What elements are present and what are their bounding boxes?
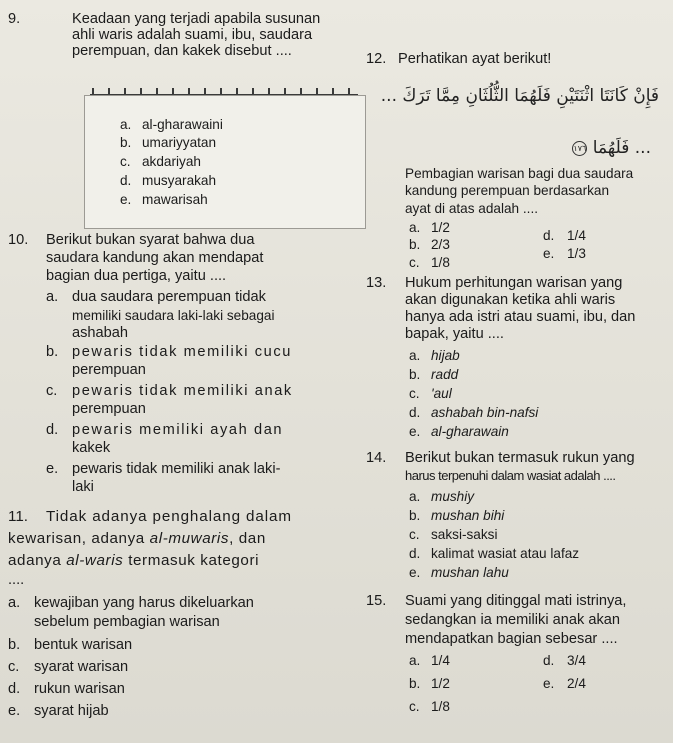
question-text: Pembagian warisan bagi dua saudara [405,166,634,181]
option-letter: c. [8,659,20,675]
option-letter: c. [409,699,420,714]
question-stem: saudara kandung akan mendapat [46,250,264,266]
quran-verse-line-2: ... فَلَهُمَا ١٧٦ [573,138,651,158]
quran-verse-line-1: فَإِنْ كَانَتَا اثْنَتَيْنِ فَلَهُمَا الثُّلُثَانِ مِمَّا تَرَكَ ... [380,86,659,106]
option-text: perempuan [72,401,146,417]
option-letter: b. [46,344,59,360]
question-stem: bapak, yaitu .... [405,326,504,342]
option-letter: d. [8,681,21,697]
option-text: akdariyah [142,154,201,169]
question-stem: hanya ada istri atau suami, ibu, dan [405,309,636,325]
option-letter: e. [543,676,555,691]
option-letter: d. [543,228,555,243]
option-letter: a. [409,489,421,504]
question-stem: bagian dua pertiga, yaitu .... [46,268,227,284]
option-text: al-gharawain [431,424,509,439]
option-text: 'aul [431,386,452,401]
question-number: 11. [8,508,28,525]
question-number: 12. [366,51,387,67]
option-letter: d. [409,405,421,420]
option-text: radd [431,367,459,382]
option-letter: c. [409,255,420,270]
question-stem: Tidak adanya penghalang dalam [46,508,292,525]
option-text: pewaris tidak memiliki cucu [72,344,292,360]
option-text: dua saudara perempuan tidak [72,289,266,305]
question-number: 14. [366,450,387,466]
question-stem: Perhatikan ayat berikut! [398,51,552,67]
option-letter: a. [46,289,59,305]
question-stem: perempuan, dan kakek disebut .... [72,43,292,59]
option-letter: b. [409,508,421,523]
question-stem: akan digunakan ketika ahli waris [405,292,616,308]
option-text: sebelum pembagian warisan [34,614,220,630]
option-letter: e. [8,703,21,719]
question-number: 15. [366,593,387,609]
option-text: musyarakah [142,173,217,188]
question-stem: .... [8,572,25,588]
option-letter: b. [409,367,421,382]
question-stem: ahli waris adalah suami, ibu, saudara [72,27,313,43]
question-number: 9. [8,11,21,27]
option-text: pewaris tidak memiliki anak laki- [72,461,281,477]
option-text: rukun warisan [34,681,125,697]
option-letter: e. [120,192,132,207]
option-text: al-gharawaini [142,117,223,132]
option-letter: d. [120,173,132,188]
option-letter: a. [409,653,421,668]
option-letter: a. [8,595,21,611]
option-letter: c. [409,527,420,542]
option-letter: b. [409,237,421,252]
question-stem: mendapatkan bagian sebesar .... [405,631,618,647]
option-text: mawarisah [142,192,208,207]
option-text: 1/2 [431,676,450,691]
question-text: kandung perempuan berdasarkan [405,183,610,198]
option-text: 1/2 [431,220,450,235]
option-letter: b. [120,135,132,150]
option-text: hijab [431,348,460,363]
option-letter: e. [46,461,59,477]
option-letter: a. [409,220,421,235]
question-stem: Keadaan yang terjadi apabila susunan [72,11,321,27]
ayah-end-marker-icon: ١٧٦ [572,141,587,156]
option-letter: d. [543,653,555,668]
option-text: syarat warisan [34,659,129,675]
question-text: ayat di atas adalah .... [405,201,539,216]
option-letter: b. [409,676,421,691]
option-letter: e. [543,246,555,261]
option-letter: a. [409,348,421,363]
question-stem: kewarisan, adanya al-muwaris, dan [8,530,266,547]
option-text: mushan lahu [431,565,509,580]
option-text: memiliki saudara laki-laki sebagai [72,308,275,323]
option-text: syarat hijab [34,703,109,719]
option-text: kewajiban yang harus dikeluarkan [34,595,254,611]
option-text: 1/3 [567,246,586,261]
question-stem: Berikut bukan termasuk rukun yang [405,450,635,466]
option-text: 1/8 [431,255,450,270]
option-letter: c. [409,386,420,401]
question-stem: Suami yang ditinggal mati istrinya, [405,593,627,609]
option-text: 1/4 [431,653,450,668]
option-letter: e. [409,565,421,580]
option-text: 2/3 [431,237,450,252]
option-text: kalimat wasiat atau lafaz [431,546,580,561]
question-number: 10. [8,232,29,248]
option-text: mushiy [431,489,475,504]
option-text: 3/4 [567,653,586,668]
option-letter: b. [8,637,21,653]
option-letter: c. [120,154,131,169]
question-stem: sedangkan ia memiliki anak akan [405,612,620,628]
option-letter: d. [409,546,421,561]
question-number: 13. [366,275,387,291]
option-text: laki [72,479,94,495]
question-stem: Berikut bukan syarat bahwa dua [46,232,255,248]
option-text: 2/4 [567,676,586,691]
option-text: 1/8 [431,699,450,714]
option-letter: c. [46,383,58,399]
option-text: ashabah [72,325,128,341]
option-text: 1/4 [567,228,586,243]
option-text: pewaris memiliki ayah dan [72,422,284,438]
option-text: saksi-saksi [431,527,498,542]
option-text: mushan bihi [431,508,505,523]
option-text: bentuk warisan [34,637,133,653]
option-text: pewaris tidak memiliki anak [72,383,293,399]
question-stem: harus terpenuhi dalam wasiat adalah .... [405,468,616,483]
option-letter: a. [120,117,132,132]
option-text: umariyyatan [142,135,217,150]
option-letter: e. [409,424,421,439]
option-text: perempuan [72,362,146,378]
option-text: kakek [72,440,111,456]
question-stem: adanya al-waris termasuk kategori [8,552,260,569]
option-letter: d. [46,422,59,438]
question-stem: Hukum perhitungan warisan yang [405,275,623,291]
option-text: ashabah bin-nafsi [431,405,539,420]
